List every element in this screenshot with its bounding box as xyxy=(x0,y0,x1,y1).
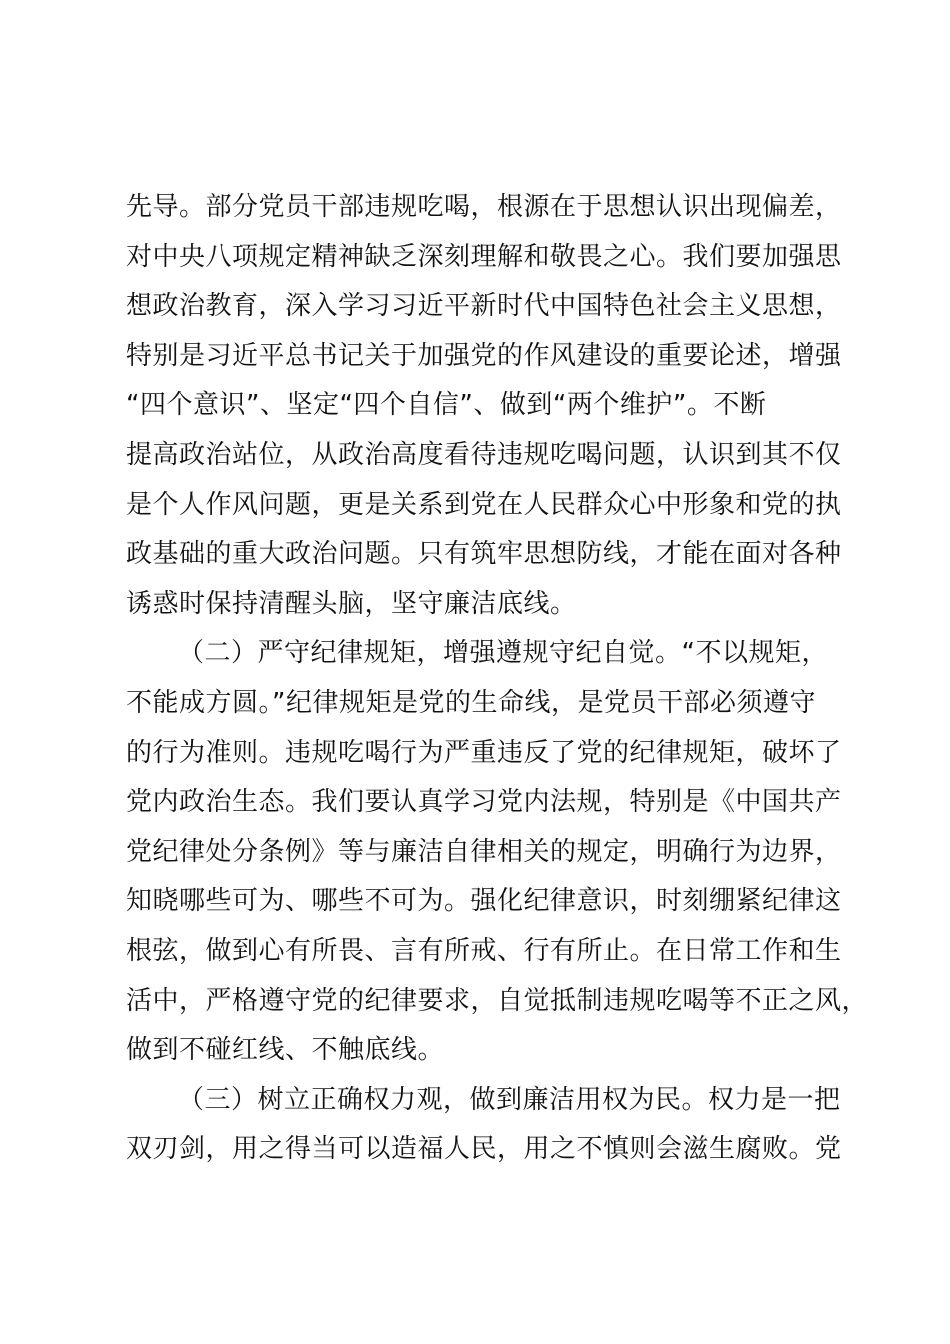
text-line: 是个人作风问题，更是关系到党在人民群众心中形象和党的执 xyxy=(126,489,842,520)
text-line: 想政治教育，深入学习习近平新时代中国特色社会主义思想， xyxy=(126,291,842,322)
document-body xyxy=(126,183,869,1175)
section-heading-line: （二）严守纪律规矩，增强遵规守纪自觉。“不以规矩， xyxy=(178,638,828,669)
text-line: 党纪律处分条例》等与廉洁自律相关的规定，明确行为边界， xyxy=(126,836,842,867)
text-line: 特别是习近平总书记关于加强党的作风建设的重要论述，增强 xyxy=(126,340,842,371)
text-line: 政基础的重大政治问题。只有筑牢思想防线，才能在面对各种 xyxy=(126,539,842,570)
text-line: 先导。部分党员干部违规吃喝，根源在于思想认识出现偏差， xyxy=(126,192,842,222)
text-line: 根弦，做到心有所畏、言有所戒、行有所止。在日常工作和生 xyxy=(126,935,842,966)
text-line: 对中央八项规定精神缺乏深刻理解和敬畏之心。我们要加强思 xyxy=(126,241,842,272)
section-heading-line: （三）树立正确权力观，做到廉洁用权为民。权力是一把 xyxy=(178,1084,841,1115)
text-line: 做到不碰红线、不触底线。 xyxy=(126,1035,445,1066)
text-line: 双刃剑，用之得当可以造福人民，用之不慎则会滋生腐败。党 xyxy=(126,1134,842,1165)
text-line: 知晓哪些可为、哪些不可为。强化纪律意识，时刻绷紧纪律这 xyxy=(126,886,842,917)
text-line: 不能成方圆。”纪律规矩是党的生命线，是党员干部必须遵守 xyxy=(126,687,816,718)
text-line: 党内政治生态。我们要认真学习党内法规，特别是《中国共产 xyxy=(126,787,842,818)
text-line: 提高政治站位，从政治高度看待违规吃喝问题，认识到其不仅 xyxy=(126,439,842,470)
text-line: “四个意识”、坚定“四个自信”、做到“两个维护”。不断 xyxy=(126,390,767,421)
text-line: 诱惑时保持清醒头脑，坚守廉洁底线。 xyxy=(126,588,577,619)
text-line: 的行为准则。违规吃喝行为严重违反了党的纪律规矩，破坏了 xyxy=(126,737,842,768)
text-line: 活中，严格遵守党的纪律要求，自觉抵制违规吃喝等不正之风， xyxy=(126,985,869,1016)
